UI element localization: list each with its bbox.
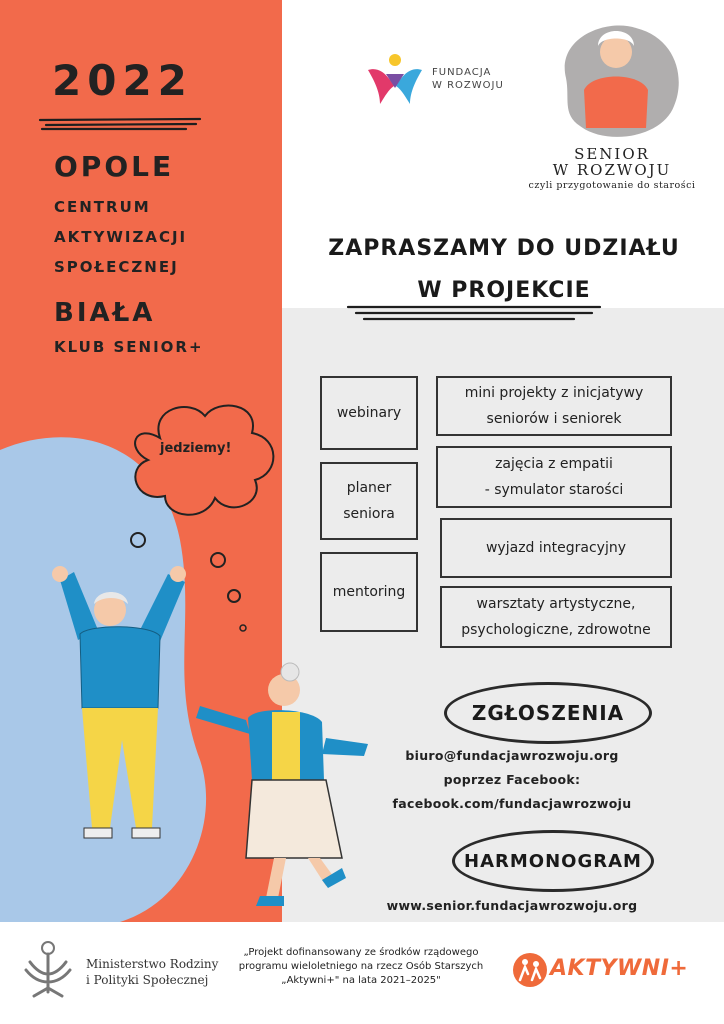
- funding-note: [218, 946, 504, 988]
- email-link[interactable]: biuro@fundacjawrozwoju.org: [405, 748, 619, 763]
- activity-box: [440, 586, 672, 648]
- zgloszenia-heading: ZGŁOSZENIA: [444, 682, 652, 744]
- activity-box: [320, 462, 418, 540]
- activity-label: mini projekty z inicjatywy: [464, 385, 644, 401]
- funding-note-line: programu wieloletniego na rzecz Osób Starszych: [238, 961, 484, 972]
- year-underline: [36, 114, 206, 134]
- cloud-text: jedziemy!: [160, 441, 232, 456]
- venue-line: AKTYWIZACJI: [54, 228, 188, 246]
- facebook-link[interactable]: facebook.com/fundacjawrozwoju: [392, 796, 632, 811]
- activity-box: [320, 376, 418, 450]
- activity-label: psychologiczne, zdrowotne: [461, 622, 651, 638]
- senior-logo-title: [520, 146, 704, 178]
- harmonogram-heading: HARMONOGRAM: [452, 830, 654, 892]
- activity-box: [436, 446, 672, 508]
- eagle-emblem-icon: [20, 940, 76, 1000]
- headline-line: ZAPRASZAMY DO UDZIAŁU: [328, 236, 680, 261]
- fundacja-logo-icon: [366, 52, 424, 106]
- venue-line: SPOŁECZNEJ: [54, 258, 179, 276]
- venue-line: CENTRUM: [54, 198, 151, 216]
- year-title: 2022: [52, 56, 193, 105]
- activity-label: planer: [346, 480, 392, 496]
- activity-box: [320, 552, 418, 632]
- headline: [292, 228, 716, 312]
- senior-logo-icon: [546, 18, 686, 144]
- activity-label: wyjazd integracyjny: [485, 540, 626, 556]
- senior-title-line: W ROZWOJU: [552, 161, 672, 179]
- aktywni-logo-text: AKTYWNI+: [550, 956, 689, 981]
- facebook-label: poprzez Facebook:: [443, 772, 581, 787]
- aktywni-logo-icon: [512, 952, 548, 988]
- activity-box: [436, 376, 672, 436]
- headline-line: W PROJEKCIE: [417, 278, 591, 303]
- activity-label: warsztaty artystyczne,: [476, 596, 636, 612]
- city-opole: OPOLE: [54, 150, 175, 183]
- ministry-name: [86, 956, 218, 988]
- senior-logo-subtitle: czyli przygotowanie do starości: [528, 180, 696, 191]
- fundacja-logo-text: [432, 66, 504, 92]
- biala-venue: KLUB SENIOR+: [54, 338, 204, 356]
- opole-venue: [54, 192, 274, 282]
- ministry-line: i Polityki Społecznej: [86, 973, 209, 987]
- activity-label: zajęcia z empatii: [495, 456, 613, 472]
- funding-note-line: „Aktywni+" na lata 2021–2025": [281, 975, 441, 986]
- funding-note-line: „Projekt dofinansowany ze środków rządowego: [243, 947, 479, 958]
- activity-label: - symulator starości: [484, 482, 624, 498]
- activity-label: seniorów i seniorek: [486, 411, 622, 427]
- activity-label: seniora: [343, 506, 395, 522]
- senior-title-line: SENIOR: [574, 145, 650, 163]
- headline-underline: [344, 302, 604, 324]
- website-link[interactable]: www.senior.fundacjawrozwoju.org: [386, 898, 638, 913]
- activity-label: webinary: [336, 405, 402, 421]
- fundacja-line2: W ROZWOJU: [432, 80, 504, 91]
- senior-man-illustration: [40, 560, 200, 850]
- fundacja-line1: FUNDACJA: [432, 67, 492, 78]
- city-biala: BIAŁA: [54, 298, 156, 328]
- activity-box: [440, 518, 672, 578]
- activity-label: mentoring: [332, 584, 406, 600]
- ministry-line: Ministerstwo Rodziny: [86, 957, 219, 971]
